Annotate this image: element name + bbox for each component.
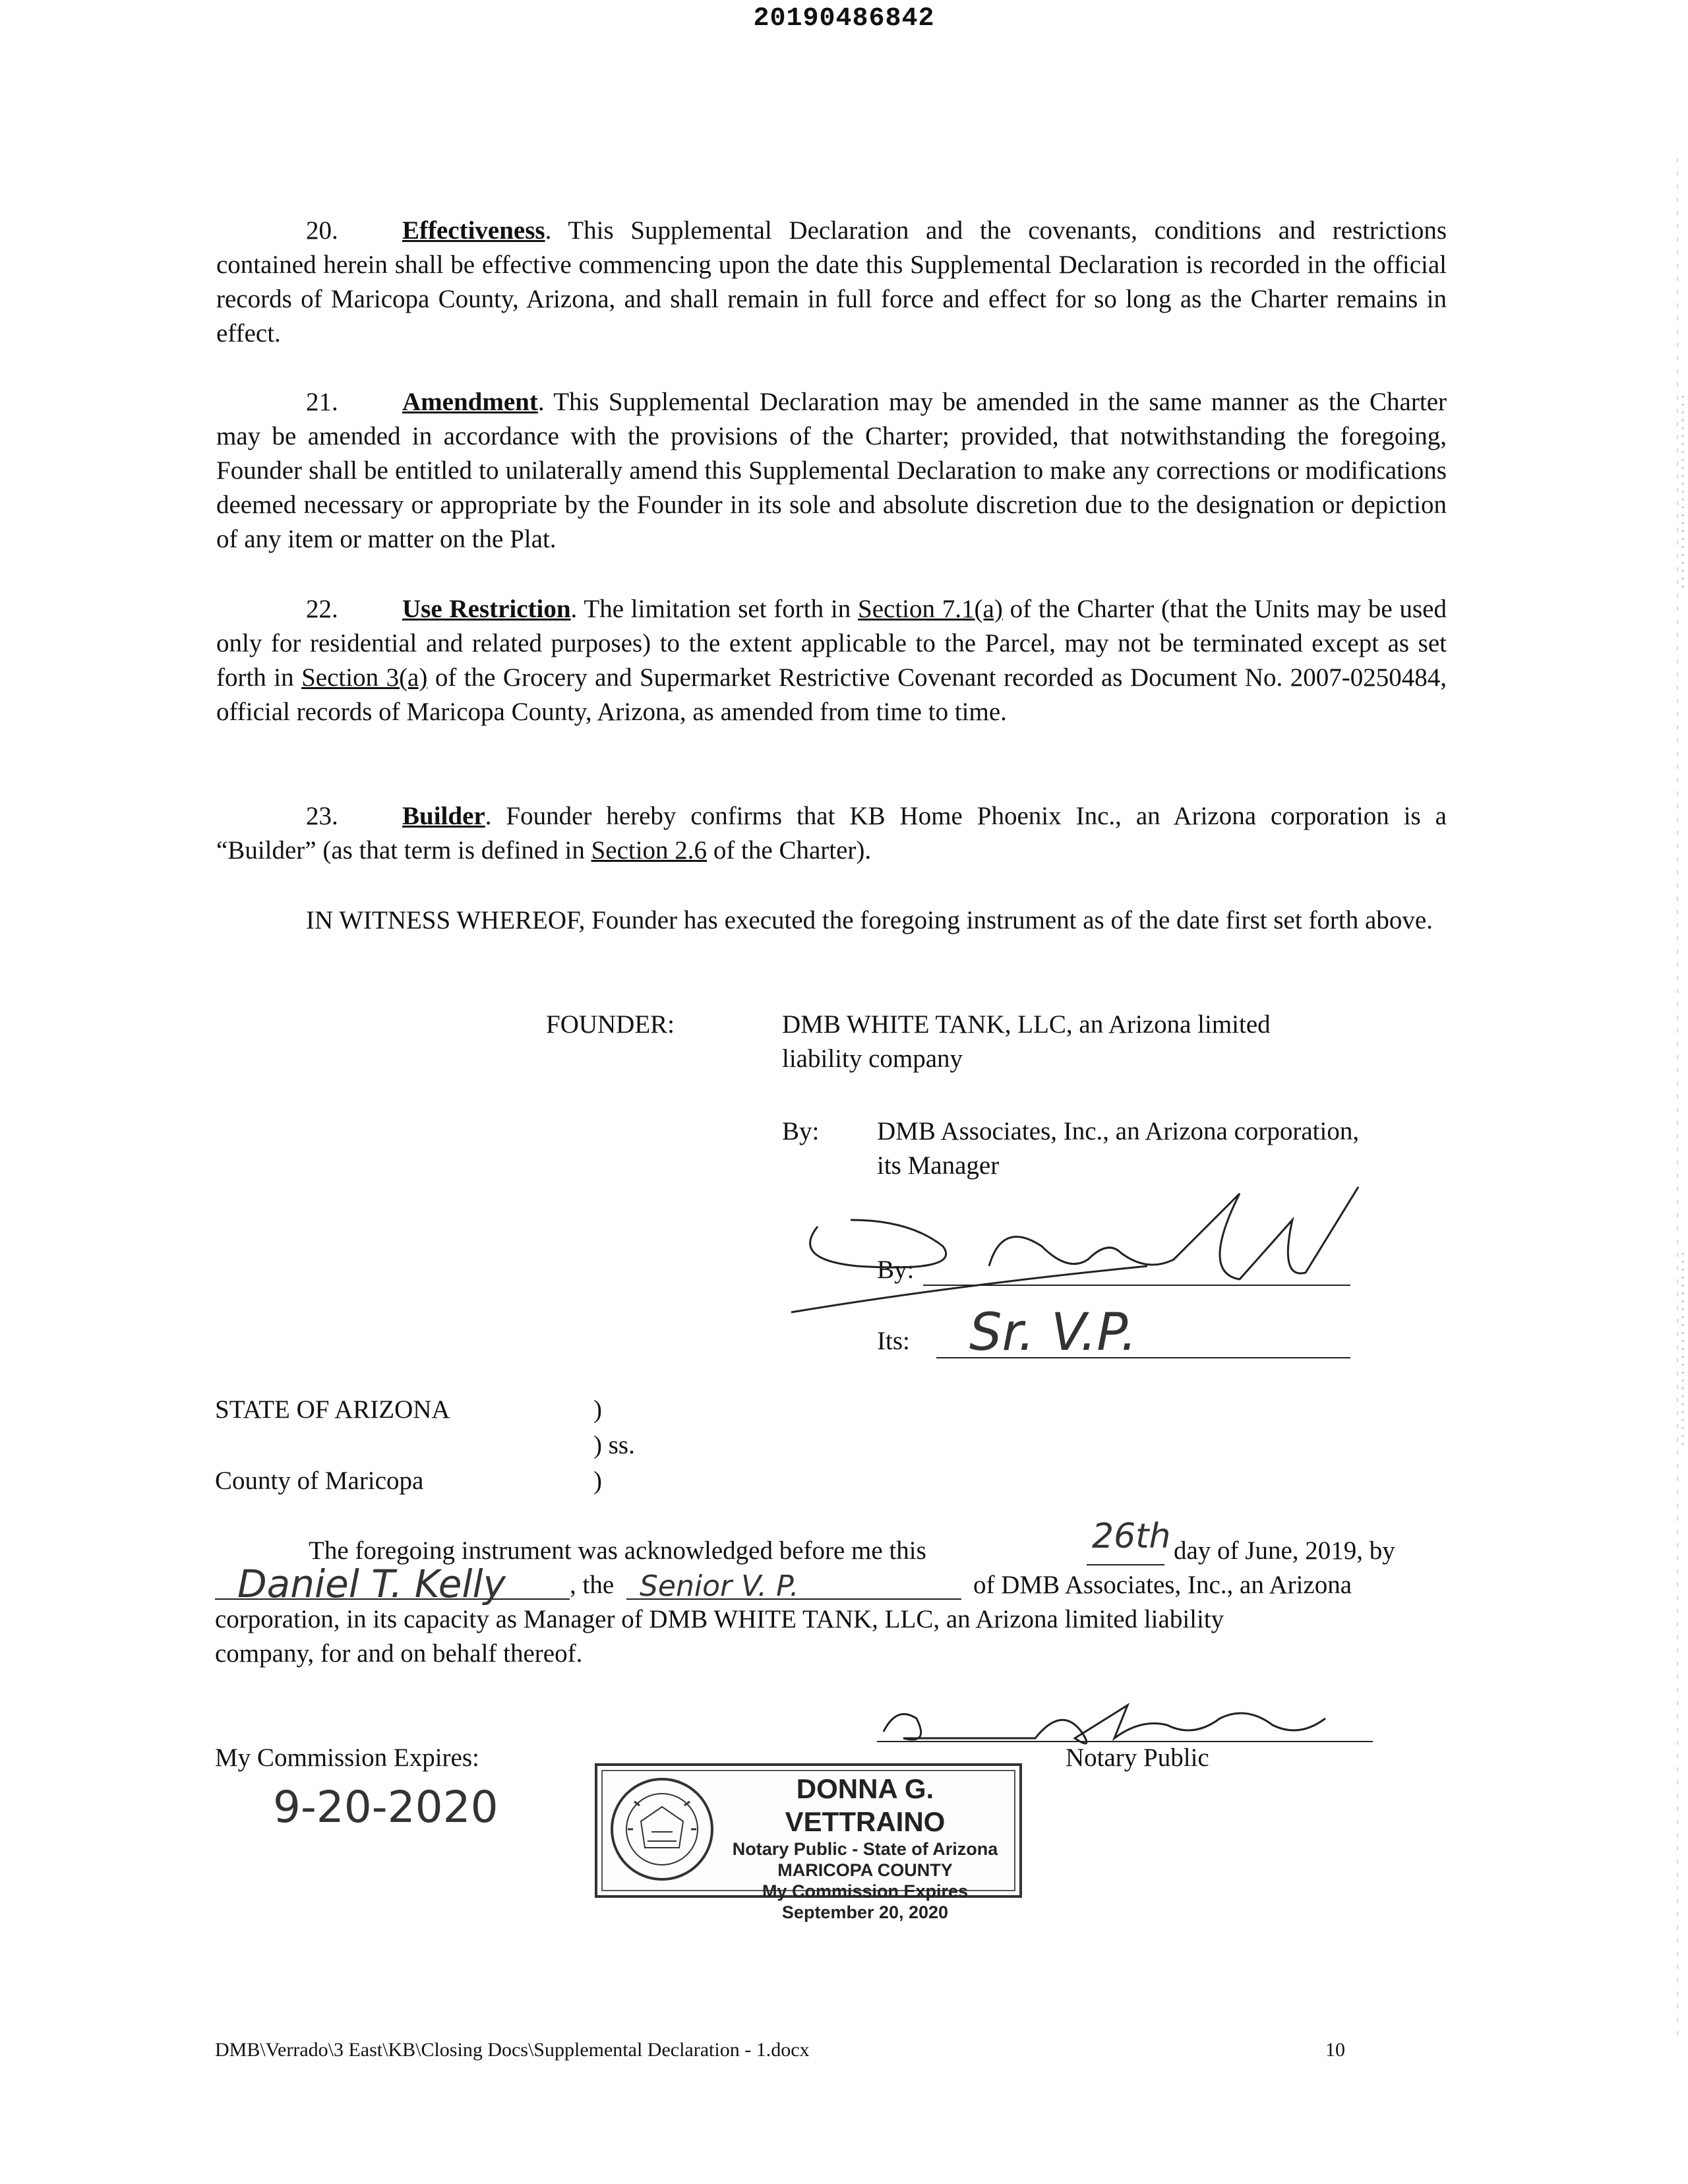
- section-heading: Builder: [402, 802, 485, 830]
- ack-day-line: [1087, 1564, 1164, 1565]
- section-number: 23.: [306, 802, 338, 830]
- ack-title-handwritten: Senior V. P.: [640, 1569, 799, 1603]
- stamp-line: Notary Public - State of Arizona: [732, 1839, 998, 1859]
- section-23: [216, 799, 1447, 868]
- manager-line1: DMB Associates, Inc., an Arizona corporation,: [877, 1117, 1360, 1145]
- section-reference: Section 2.6: [591, 836, 708, 864]
- founder-name-line2: liability company: [782, 1045, 963, 1073]
- section-heading: Amendment: [402, 388, 538, 416]
- ack-text: of DMB Associates, Inc., an Arizona: [973, 1571, 1352, 1599]
- section-heading: Use Restriction: [402, 595, 571, 623]
- ack-text: corporation, in its capacity as Manager of DMB WHITE TANK, LLC, an Arizona limited liability: [215, 1605, 1224, 1633]
- venue-paren: ): [593, 1467, 602, 1495]
- venue-county: County of Maricopa: [215, 1467, 424, 1495]
- stamp-line: MARICOPA COUNTY: [777, 1860, 953, 1880]
- notary-public-label: Notary Public: [1066, 1744, 1209, 1772]
- signer-by-label: By:: [877, 1256, 915, 1284]
- manager-line2: its Manager: [877, 1151, 1000, 1180]
- section-number: 22.: [306, 595, 338, 623]
- section-22: [216, 592, 1447, 729]
- ack-day-handwritten: 26th: [1092, 1517, 1171, 1556]
- notary-stamp: [595, 1763, 1022, 1922]
- section-text: . This Supplemental Declaration and the covenants, conditions and restrictions contained herein shall be effective commencing upon the date this Supplemental Declaration is recorded in the official records of Maricopa County, Arizona, and shall remain in full force and effect for so long as the Charter remains in effect.: [216, 216, 1447, 348]
- section-reference: Section 3(a): [301, 663, 428, 692]
- commission-label: My Commission Expires:: [215, 1744, 479, 1772]
- ack-text: , the: [570, 1571, 615, 1599]
- section-text: . The limitation set forth in: [570, 595, 859, 623]
- section-21: [216, 385, 1447, 557]
- venue-paren: ): [593, 1395, 602, 1424]
- section-number: 21.: [306, 388, 338, 416]
- section-reference: Section 7.1(a): [858, 595, 1003, 623]
- section-heading: Effectiveness: [402, 216, 545, 245]
- its-label: Its:: [877, 1327, 910, 1355]
- by-label: By:: [782, 1117, 820, 1145]
- venue-state: STATE OF ARIZONA: [215, 1395, 450, 1424]
- founder-label: FOUNDER:: [546, 1010, 675, 1039]
- section-text: of the Charter (that the Units may be used only for residential and related purposes) to the extent applicable to the Parcel, may not be terminated except as set forth in: [216, 595, 1447, 692]
- ack-text: day of June, 2019, by: [1174, 1536, 1395, 1565]
- witness-clause: IN WITNESS WHEREOF, Founder has executed the foregoing instrument as of the date first set forth above.: [306, 906, 1433, 934]
- section-20: [216, 214, 1447, 351]
- scan-edge-artifact: [1648, 0, 1688, 2184]
- commission-date-handwritten: 9-20-2020: [273, 1782, 498, 1833]
- its-handwritten: Sr. V.P.: [969, 1303, 1137, 1362]
- stamp-line: My Commission Expires: [762, 1881, 969, 1901]
- page-number: 10: [1325, 2039, 1345, 2061]
- stamp-line: September 20, 2020: [781, 1902, 949, 1922]
- state-seal-icon: [608, 1775, 716, 1883]
- venue-ss: ) ss.: [593, 1431, 635, 1459]
- founder-name-line1: DMB WHITE TANK, LLC, an Arizona limited: [782, 1010, 1271, 1039]
- stamp-notary-name: DONNA G. VETTRAINO: [785, 1773, 946, 1837]
- section-text: . Founder hereby confirms that KB Home Phoenix Inc., an Arizona corporation is a “Builder” (as that term is defined in: [216, 802, 1447, 864]
- record-number: 20190486842: [753, 4, 935, 34]
- section-text: . This Supplemental Declaration may be amended in the same manner as the Charter may be amended in accordance with the provisions of the Charter; provided, that notwithstanding the foregoing, Founder shall be entitled to unilaterally amend this Supplemental Declaration to make any corrections or modifications deemed necessary or appropriate by the Founder in its sole and absolute discretion due to the designation or depiction of any item or matter on the Plat.: [216, 388, 1447, 553]
- ack-text: The foregoing instrument was acknowledged before me this: [309, 1536, 926, 1565]
- ack-name-handwritten: Daniel T. Kelly: [237, 1562, 506, 1606]
- section-text: of the Grocery and Supermarket Restrictive Covenant recorded as Document No. 2007-0250484, official records of Maricopa County, Arizona, as amended from time to time.: [216, 663, 1447, 726]
- section-number: 20.: [306, 216, 338, 245]
- footer-file-path: DMB\Verrado\3 East\KB\Closing Docs\Supplemental Declaration - 1.docx: [215, 2039, 810, 2061]
- ack-text: company, for and on behalf thereof.: [215, 1639, 583, 1668]
- section-text: of the Charter).: [707, 836, 872, 864]
